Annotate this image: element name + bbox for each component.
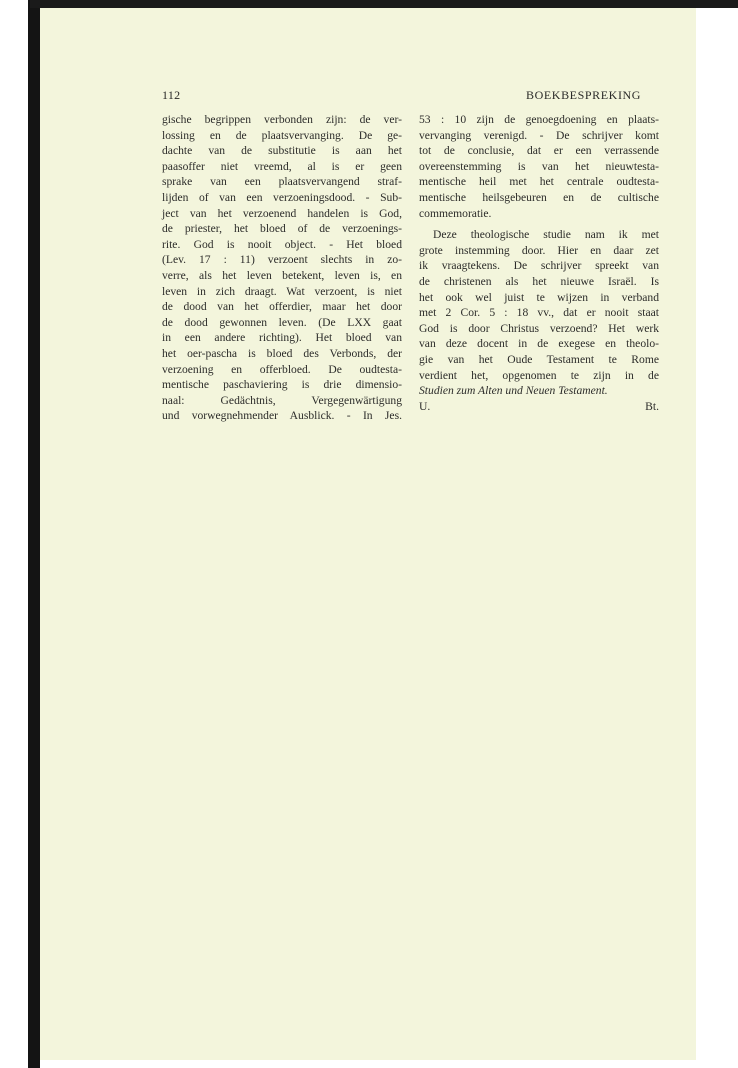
text-line: Studien zum Alten und Neuen Testament. [419, 384, 608, 398]
text-line: mentische heil met het centrale oudtesta- [419, 175, 659, 189]
text-line: lijden of van een verzoeningsdood. - Sub- [162, 190, 402, 204]
text-line: rite. God is nooit object. - Het bloed [162, 237, 402, 251]
text-line: sprake van een plaatsvervangend straf- [162, 175, 402, 189]
scan-top-edge [30, 0, 738, 8]
text-line: het oer-pascha is bloed des Verbonds, der [162, 346, 402, 360]
text-line: in een andere richting). Het bloed van [162, 331, 402, 345]
signature-row [419, 399, 659, 415]
text-line: tot de conclusie, dat er een verrassende [419, 144, 659, 158]
text-line: dachte van de substitutie is aan het [162, 144, 402, 158]
text-line: God is door Christus verzoend? Het werk [419, 321, 659, 335]
signature-initial: U. [419, 399, 431, 413]
text-line: mentische paschaviering is drie dimensio- [162, 378, 402, 392]
signature-reviewer: Bt. [645, 399, 659, 413]
text-line: verre, als het leven betekent, leven is, en [162, 268, 402, 282]
text-line: leven in zich draagt. Wat verzoent, is niet [162, 284, 402, 298]
text-line: de christenen als het nieuwe Israël. Is [419, 274, 659, 288]
text-line: verdient het, opgenomen te zijn in de [419, 368, 659, 382]
text-line: lossing en de plaatsvervanging. De ge- [162, 128, 402, 142]
text-line: mentische heilsgebeuren en de cultische [419, 190, 659, 204]
text-line: grote instemming door. Hier en daar zet [419, 243, 659, 257]
running-head: BOEKBESPREKING [526, 88, 642, 102]
text-line: het ook wel juist te wijzen in verband [419, 290, 659, 304]
text-line: paasoffer niet vreemd, al is er geen [162, 159, 402, 173]
text-line: de dood van het offerdier, maar het door [162, 300, 402, 314]
text-line: verzoening en offerbloed. De oudtesta- [162, 362, 402, 376]
text-line: gie van het Oude Testament te Rome [419, 352, 659, 366]
text-line: ik vraagtekens. De schrijver spreekt van [419, 259, 659, 273]
text-line: van deze docent in de exegese en theolo- [419, 337, 659, 351]
text-line: und vorwegnehmender Ausblick. - In Jes. [162, 409, 402, 423]
text-line: vervanging verenigd. - De schrijver komt [419, 128, 659, 142]
text-line: 53 : 10 zijn de genoegdoening en plaats- [419, 113, 659, 126]
text-line: de priester, het bloed of de verzoenings- [162, 222, 402, 236]
text-line: commemoratie. [419, 206, 492, 220]
text-line: de dood gewonnen leven. (De LXX gaat [162, 315, 402, 329]
page-number: 112 [162, 88, 181, 102]
left-column [162, 112, 402, 424]
text-line: ject van het verzoenend handelen is God, [162, 206, 402, 220]
right-column [419, 112, 659, 414]
text-line: Deze theologische studie nam ik met [433, 228, 659, 242]
text-line: gische begrippen verbonden zijn: de ver- [162, 113, 402, 126]
text-line: overeenstemming is van het nieuwtesta- [419, 159, 659, 173]
text-line: met 2 Cor. 5 : 18 vv., dat er nooit staat [419, 306, 659, 320]
text-line: naal: Gedächtnis, Vergegenwärtigung [162, 393, 402, 407]
scan-binding-edge [28, 0, 40, 1068]
text-line: (Lev. 17 : 11) verzoent slechts in zo- [162, 253, 402, 267]
